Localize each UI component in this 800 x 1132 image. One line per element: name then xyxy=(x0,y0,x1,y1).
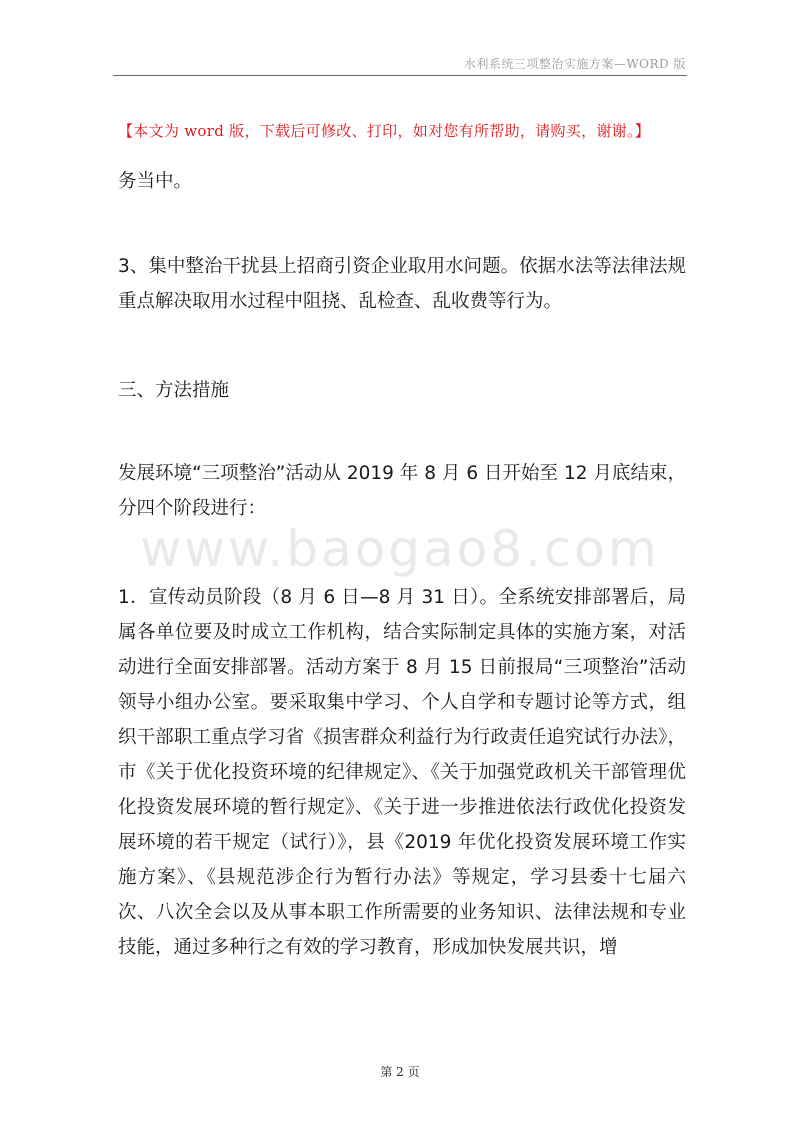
page-number: 第 2 页 xyxy=(380,1065,420,1079)
header-divider xyxy=(113,75,687,76)
paragraph-item-3: 3、集中整治干扰县上招商引资企业取用水问题。依据水法等法律法规重点解决取用水过程中阻挠、乱检查、乱收费等行为。 xyxy=(118,256,686,312)
section-heading-methods: 三、方法措施 xyxy=(118,380,230,401)
paragraph-continuation: 务当中。 xyxy=(118,171,193,192)
paragraph-schedule: 发展环境“三项整治”活动从 2019 年 8 月 6 日开始至 12 月底结束，分四个阶段进行： xyxy=(118,463,686,519)
paragraph-stage-1: 1．宣传动员阶段（8 月 6 日—8 月 31 日）。全系统安排部署后，局属各单位要及时成立工作机构，结合实际制定具体的实施方案，对活动进行全面安排部署。活动方案于 8 月 15 日前报局“三项整治”活动领导小组办公室。要采取集中学习、个人自学和专题讨论等方式，组织干部职工重点学习省《损害群众利益行为行政责任追究试行办法》，市《关于优化投资环境的纪律规定》、《关于加强党政机关干部管理优化投资发展环境的暂行规定》、《关于进一步推进依法行政优化投资发展环境的若干规定（试行）》，县《2019 年优化投资发展环境工作实施方案》、《县规范涉企行为暂行办法》等规定，学习县委十七届六次、八次全会以及从事本职工作所需要的业务知识、法律法规和专业技能，通过多种行之有效的学习教育，形成加快发展共识，增 xyxy=(118,587,686,958)
running-header: 水利系统三项整治实施方案—WORD 版 xyxy=(463,57,686,71)
download-notice: 【本文为 word 版，下载后可修改、打印，如对您有所帮助，请购买，谢谢。】 xyxy=(118,122,651,140)
watermark: www.baogao8.com xyxy=(140,520,660,578)
